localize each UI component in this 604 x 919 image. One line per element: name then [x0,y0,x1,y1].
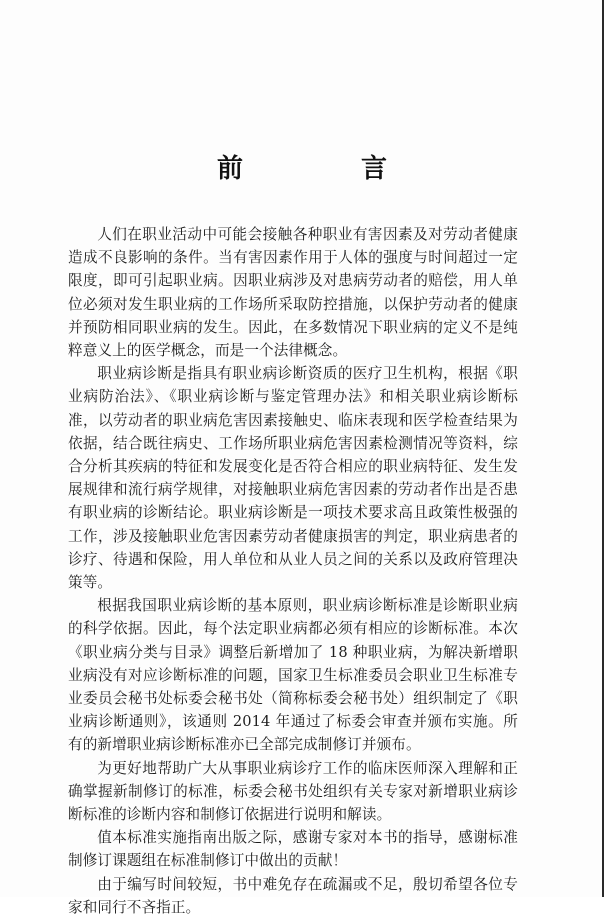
page-title: 前 言 [216,154,433,184]
paragraph: 人们在职业活动中可能会接触各种职业有害因素及对劳动者健康造成不良影响的条件。当有害因素作用于人体的强度与时间超过一定限度，即可引起职业病。因职业病涉及对患病劳动者的赔偿，用人单位必须对发生职业病的工作场所采取防控措施，以保护劳动者的健康并预防相同职业病的发生。因此，在多数情况下职业病的定义不是纯粹意义上的医学概念，而是一个法律概念。 [68,226,518,360]
paragraph: 职业病诊断是指具有职业病诊断资质的医疗卫生机构，根据《职业病防治法》、《职业病诊断与鉴定管理办法》和相关职业病诊断标准，以劳动者的职业病危害因素接触史、临床表现和医学检查结果为依据，结合既往病史、工作场所职业病危害因素检测情况等资料，综合分析其疾病的特征和发展变化是否符合相应的职业病特征、发生发展规律和流行病学规律，对接触职业病危害因素的劳动者作出是否患有职业病的诊断结论。职业病诊断是一项技术要求高且政策性极强的工作，涉及接触职业危害因素劳动者健康损害的判定，职业病患者的诊疗、待遇和保险，用人单位和从业人员之间的关系以及政府管理决策等。 [68,365,518,592]
paragraph: 根据我国职业病诊断的基本原则，职业病诊断标准是诊断职业病的科学依据。因此，每个法定职业病都必须有相应的诊断标准。本次《职业病分类与目录》调整后新增加了 18 种职业病，为解决新增职业病没有对应诊断标准的问题，国家卫生标准委员会职业卫生标准专业委员会秘书处标委会秘书处（简称标委会秘书处）组织制定了《职业病诊断通则》，该通则 2014 年通过了标委会审查并颁布实施。所有的新增职业病诊断标准亦已全部完成制修订并颁布。 [68,597,518,754]
paragraph: 为更好地帮助广大从事职业病诊疗工作的临床医师深入理解和正确掌握新制修订的标准，标委会秘书处组织有关专家对新增职业病诊断标准的诊断内容和制修订依据进行说明和解读。 [68,759,518,824]
paragraph: 值本标准实施指南出版之际，感谢专家对本书的指导，感谢标准制修订课题组在标准制修订中做出的贡献！ [68,829,518,870]
preface-body [68,223,518,919]
paragraph: 由于编写时间较短，书中难免存在疏漏或不足，殷切希望各位专家和同行不吝指正。 [68,875,518,916]
